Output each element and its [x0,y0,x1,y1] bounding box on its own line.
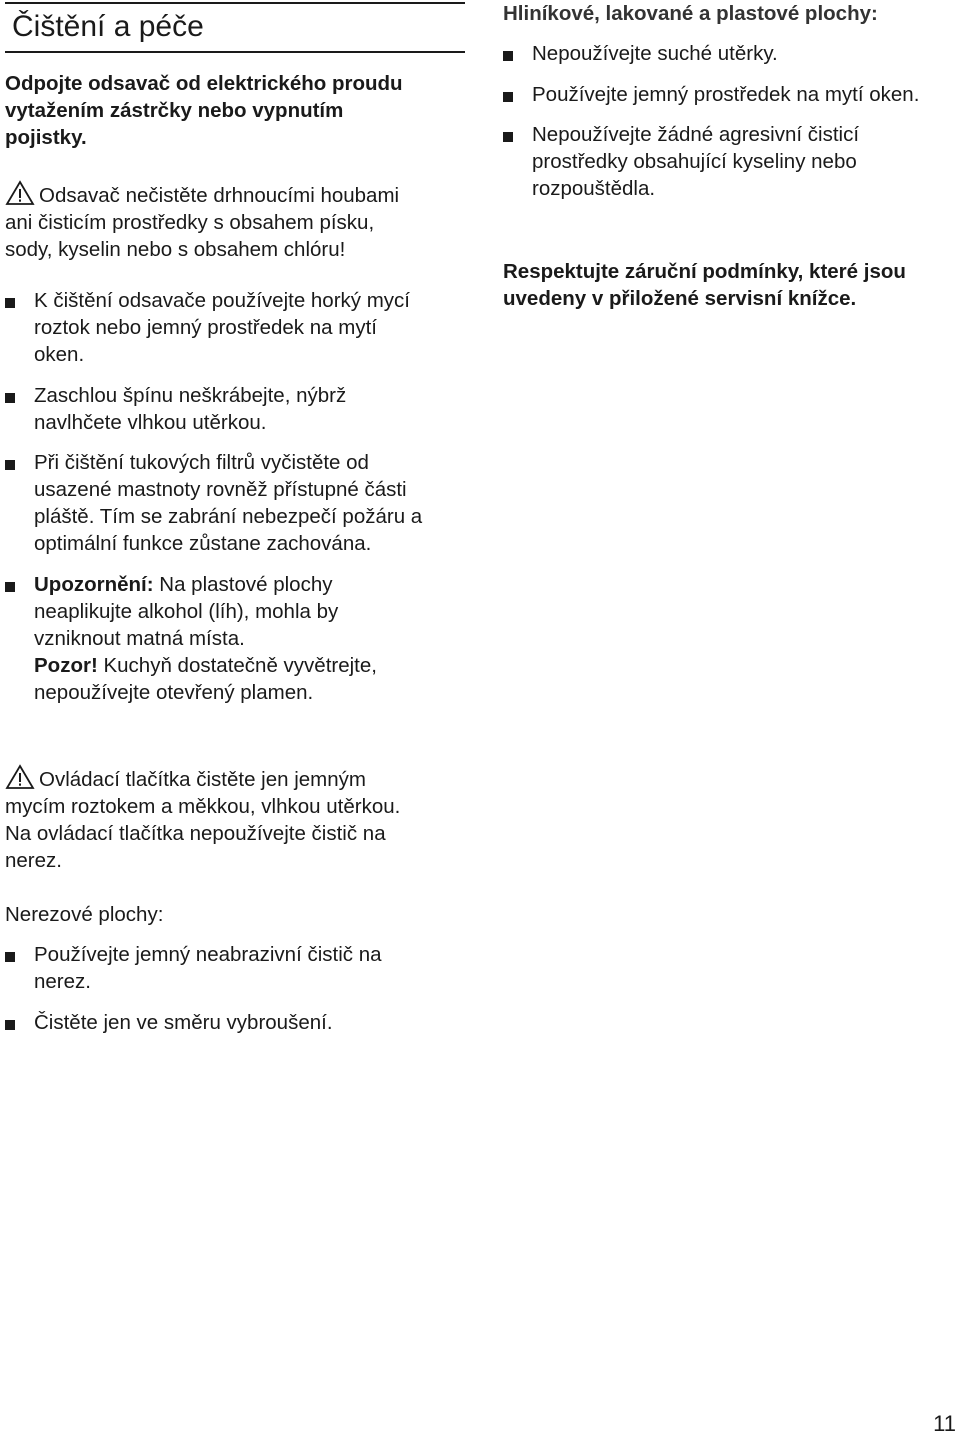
list-item-line: pláště. Tím se zabrání nebezpečí požáru a [34,505,423,528]
caution-label: Pozor! [34,653,98,677]
list-item-line: Nepoužívejte suché utěrky. [532,42,778,65]
list-item-line: Používejte jemný prostředek na mytí oken. [532,82,920,106]
bullet-icon [5,298,15,308]
warning-line: Odsavač nečistěte drhnoucími houbami [39,184,400,207]
warning-abrasives [5,180,465,263]
warning-triangle-icon [5,180,35,206]
bullet-icon [503,92,513,102]
list-item [5,449,465,557]
list-item [5,382,465,436]
list-item-line: nepoužívejte otevřený plamen. [34,680,314,704]
page-number: 11 [933,1411,956,1436]
list-item-line: Na plastové plochy [153,572,333,596]
list-item-line: roztok nebo jemný prostředek na mytí [34,316,377,339]
intro-line: vytažením zástrčky nebo vypnutím [5,99,344,122]
cleaning-instructions-list [5,287,465,719]
list-item [503,40,958,67]
disconnect-instruction [5,70,465,151]
aluminium-surfaces-heading: Hliníkové, lakované a plastové plochy: [503,2,878,25]
aluminium-surfaces-list [503,40,958,216]
list-item [503,81,958,108]
list-item [5,1009,465,1036]
notice-label: Upozornění: [34,572,154,596]
list-item-line: neaplikujte alkohol (líh), mohla by [34,599,339,623]
warning-line: mycím roztokem a měkkou, vlhkou utěrkou. [5,795,401,818]
warning-line: Na ovládací tlačítka nepoužívejte čistič na [5,822,386,845]
list-item-line: K čištění odsavače používejte horký mycí [34,289,411,312]
list-item-line: prostředky obsahující kyseliny nebo [532,150,857,173]
list-item [5,941,465,995]
warning-line: sody, kyselin nebo s obsahem chlóru! [5,238,346,261]
bullet-icon [5,460,15,470]
warning-line: nerez. [5,849,62,872]
list-item [5,287,465,368]
list-item-line: usazené mastnoty rovněž přístupné části [34,478,407,501]
warranty-line: uvedeny v přiložené servisní knížce. [503,287,857,310]
bullet-icon [503,132,513,142]
intro-line: pojistky. [5,126,87,149]
list-item-line: oken. [34,343,85,366]
list-item-line: Používejte jemný neabrazivní čistič na [34,943,382,966]
bullet-icon [503,51,513,61]
warning-triangle-icon [5,764,35,790]
list-item-notice [5,571,465,706]
warning-line: Ovládací tlačítka čistěte jen jemným [39,768,366,791]
list-item-line: Při čištění tukových filtrů vyčistěte od [34,451,369,474]
list-item [503,121,958,202]
list-item-line: navlhčete vlhkou utěrkou. [34,410,267,434]
title-rule-bottom [5,51,465,53]
list-item-line: vzniknout matná místa. [34,626,245,650]
list-item-line: rozpouštědla. [532,177,656,200]
list-item-line: nerez. [34,970,91,993]
bullet-icon [5,582,15,592]
list-item-line: Čistěte jen ve směru vybroušení. [34,1010,333,1034]
bullet-icon [5,1020,15,1030]
warranty-note [503,258,958,312]
title-rule-top [5,2,465,4]
warning-control-buttons [5,764,465,874]
warranty-line: Respektujte záruční podmínky, které jsou [503,260,906,283]
bullet-icon [5,393,15,403]
list-item-line: Kuchyň dostatečně vyvětrejte, [97,653,377,677]
stainless-heading: Nerezové plochy: [5,903,164,926]
list-item-line: Nepoužívejte žádné agresivní čisticí [532,123,860,146]
warning-line: ani čisticím prostředky s obsahem písku, [5,211,375,234]
list-item-line: Zaschlou špínu neškrábejte, nýbrž [34,383,347,407]
bullet-icon [5,952,15,962]
page-title: Čištění a péče [12,10,204,43]
stainless-list [5,941,465,1049]
list-item-line: optimální funkce zůstane zachována. [34,532,372,555]
intro-line: Odpojte odsavač od elektrického proudu [5,72,403,95]
